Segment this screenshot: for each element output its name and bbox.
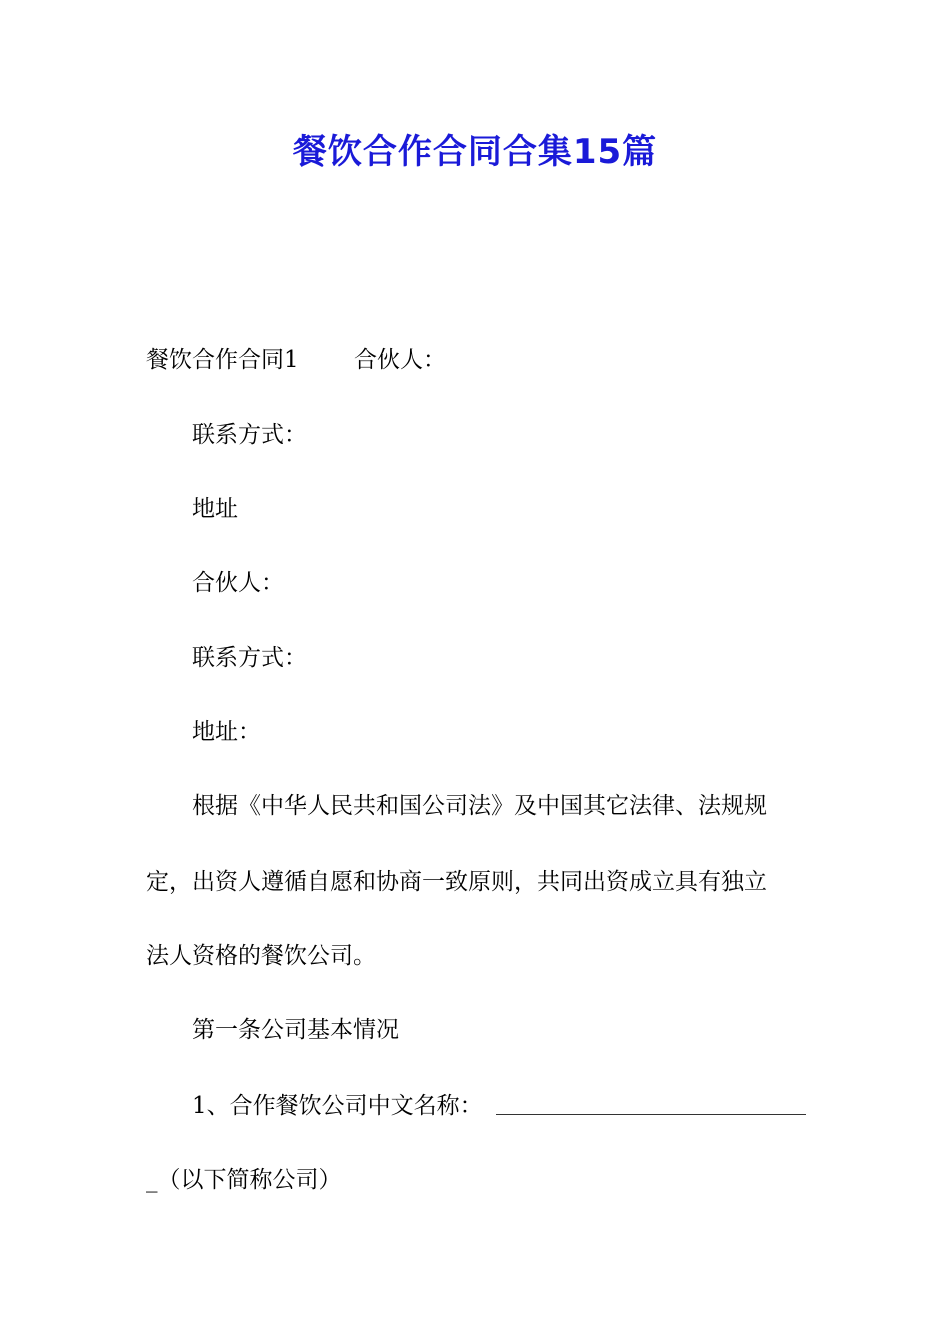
item-1-label: 1、合作餐饮公司中文名称：: [192, 1093, 483, 1119]
contact-label-2: 联系方式：: [192, 645, 307, 671]
partner-label-1: 合伙人：: [354, 347, 446, 373]
contract-heading: 餐饮合作合同1: [146, 347, 299, 373]
contact-label-1: 联系方式：: [192, 422, 307, 448]
article-1-heading: 第一条公司基本情况: [192, 1017, 399, 1043]
partner-label-2: 合伙人：: [192, 570, 284, 596]
address-label-2: 地址：: [192, 719, 261, 745]
paragraph-line-1: 根据《中华人民共和国公司法》及中国其它法律、法规规: [192, 793, 767, 819]
document-title: 餐饮合作合同合集15篇: [292, 132, 658, 172]
item-1-blank-line: [496, 1114, 806, 1115]
address-label-1: 地址: [192, 496, 238, 522]
paragraph-line-2: 定，出资人遵循自愿和协商一致原则，共同出资成立具有独立: [146, 869, 767, 895]
item-1-continuation: _（以下简称公司）: [146, 1167, 342, 1193]
paragraph-line-3: 法人资格的餐饮公司。: [146, 943, 376, 969]
